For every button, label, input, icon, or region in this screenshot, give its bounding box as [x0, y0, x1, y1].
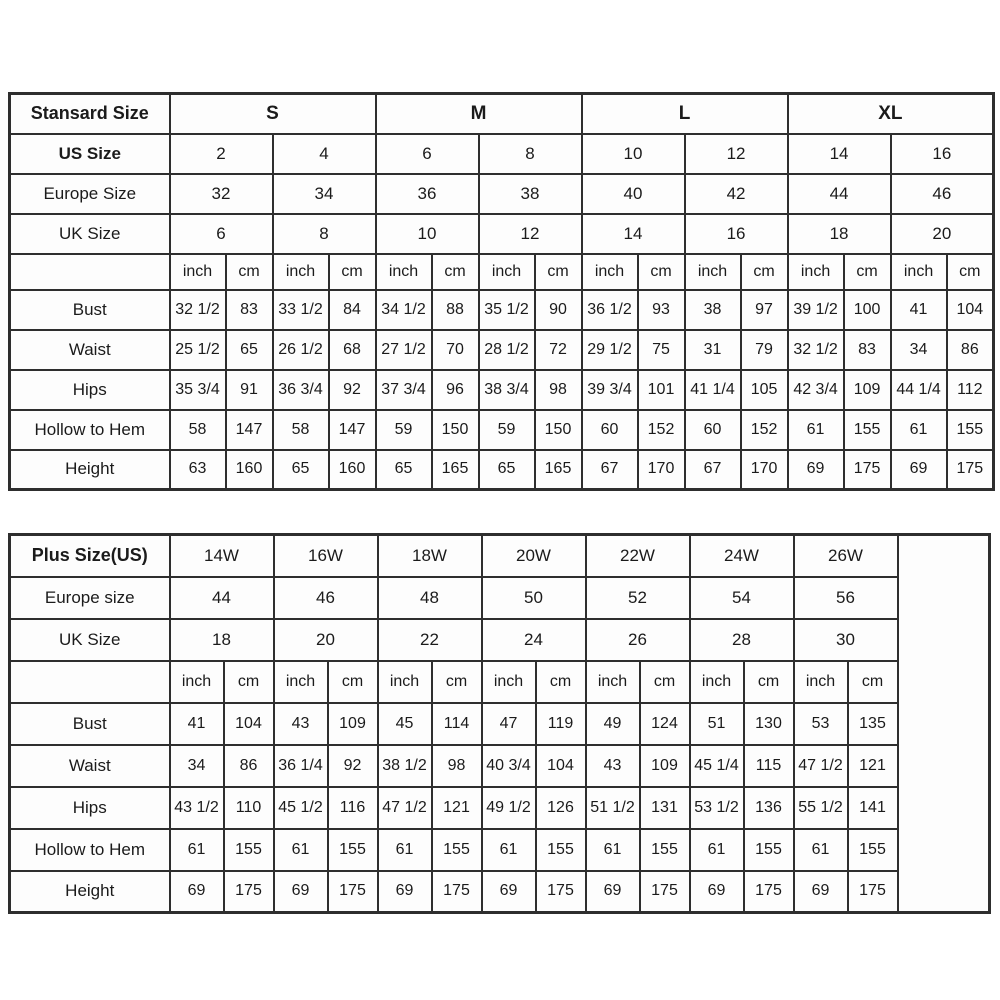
measurement-value-cell: 155: [844, 410, 891, 450]
measurement-value-cell: 65: [479, 450, 535, 490]
measurement-value-cell: 27 1/2: [376, 330, 432, 370]
unit-cm-cell: cm: [848, 661, 898, 703]
size-value-cell: 18: [788, 214, 891, 254]
measurement-value-cell: 55 1/2: [794, 787, 848, 829]
measurement-value-cell: 175: [328, 871, 378, 913]
unit-inch-cell: inch: [170, 254, 226, 290]
measurement-value-cell: 150: [432, 410, 479, 450]
measurement-value-cell: 141: [848, 787, 898, 829]
table1-corner-label: Stansard Size: [10, 94, 170, 134]
measurement-value-cell: 170: [638, 450, 685, 490]
measurement-value-cell: 175: [432, 871, 482, 913]
size-value-cell: 12: [479, 214, 582, 254]
measurement-value-cell: 135: [848, 703, 898, 745]
plus-size-chart-table: [8, 533, 991, 914]
measurement-value-cell: 101: [638, 370, 685, 410]
measurement-value-cell: 38 1/2: [378, 745, 432, 787]
measurement-value-cell: 121: [848, 745, 898, 787]
table2-row-bust: [10, 703, 990, 745]
size-value-cell: 44: [170, 577, 274, 619]
row-label: UK Size: [10, 214, 170, 254]
row-label: Hollow to Hem: [10, 829, 170, 871]
measurement-value-cell: 93: [638, 290, 685, 330]
measurement-value-cell: 155: [328, 829, 378, 871]
measurement-value-cell: 69: [274, 871, 328, 913]
table1-size-group-m: M: [376, 94, 582, 134]
unit-cm-cell: cm: [224, 661, 274, 703]
measurement-value-cell: 160: [329, 450, 376, 490]
table2-row-waist: [10, 745, 990, 787]
unit-inch-cell: inch: [685, 254, 741, 290]
measurement-value-cell: 59: [376, 410, 432, 450]
measurement-value-cell: 109: [844, 370, 891, 410]
measurement-value-cell: 31: [685, 330, 741, 370]
unit-inch-cell: inch: [788, 254, 844, 290]
unit-inch-cell: inch: [482, 661, 536, 703]
table1-row-height: [10, 450, 994, 490]
measurement-value-cell: 116: [328, 787, 378, 829]
measurement-value-cell: 98: [535, 370, 582, 410]
measurement-value-cell: 92: [329, 370, 376, 410]
measurement-value-cell: 33 1/2: [273, 290, 329, 330]
row-label: Europe size: [10, 577, 170, 619]
measurement-value-cell: 35 3/4: [170, 370, 226, 410]
row-label: Waist: [10, 330, 170, 370]
measurement-value-cell: 83: [226, 290, 273, 330]
row-label: Bust: [10, 703, 170, 745]
table1-row-us-size: [10, 134, 994, 174]
unit-inch-cell: inch: [378, 661, 432, 703]
measurement-value-cell: 53 1/2: [690, 787, 744, 829]
measurement-value-cell: 69: [891, 450, 947, 490]
measurement-value-cell: 150: [535, 410, 582, 450]
empty-label-cell: [10, 661, 170, 703]
measurement-value-cell: 114: [432, 703, 482, 745]
measurement-value-cell: 36 1/4: [274, 745, 328, 787]
size-value-cell: 24: [482, 619, 586, 661]
unit-inch-cell: inch: [586, 661, 640, 703]
table1-row-hips: [10, 370, 994, 410]
measurement-value-cell: 43: [586, 745, 640, 787]
row-label: Height: [10, 871, 170, 913]
measurement-value-cell: 147: [329, 410, 376, 450]
measurement-value-cell: 175: [947, 450, 994, 490]
measurement-value-cell: 51 1/2: [586, 787, 640, 829]
measurement-value-cell: 109: [640, 745, 690, 787]
measurement-value-cell: 84: [329, 290, 376, 330]
size-value-cell: 36: [376, 174, 479, 214]
size-value-cell: 56: [794, 577, 898, 619]
measurement-value-cell: 175: [224, 871, 274, 913]
unit-cm-cell: cm: [226, 254, 273, 290]
table2-corner-label: Plus Size(US): [10, 535, 170, 577]
size-value-cell: 30: [794, 619, 898, 661]
measurement-value-cell: 53: [794, 703, 848, 745]
measurement-value-cell: 41: [170, 703, 224, 745]
unit-inch-cell: inch: [794, 661, 848, 703]
measurement-value-cell: 69: [586, 871, 640, 913]
measurement-value-cell: 59: [479, 410, 535, 450]
measurement-value-cell: 38 3/4: [479, 370, 535, 410]
size-value-cell: 44: [788, 174, 891, 214]
table2-size-group-22w: 22W: [586, 535, 690, 577]
unit-cm-cell: cm: [432, 661, 482, 703]
measurement-value-cell: 69: [170, 871, 224, 913]
measurement-value-cell: 115: [744, 745, 794, 787]
size-value-cell: 14: [788, 134, 891, 174]
measurement-value-cell: 60: [582, 410, 638, 450]
size-value-cell: 8: [273, 214, 376, 254]
measurement-value-cell: 32 1/2: [170, 290, 226, 330]
measurement-value-cell: 63: [170, 450, 226, 490]
measurement-value-cell: 155: [947, 410, 994, 450]
measurement-value-cell: 155: [432, 829, 482, 871]
measurement-value-cell: 61: [274, 829, 328, 871]
measurement-value-cell: 37 3/4: [376, 370, 432, 410]
measurement-value-cell: 70: [432, 330, 479, 370]
measurement-value-cell: 39 3/4: [582, 370, 638, 410]
measurement-value-cell: 61: [586, 829, 640, 871]
measurement-value-cell: 38: [685, 290, 741, 330]
size-value-cell: 10: [376, 214, 479, 254]
table2-group-row: [10, 535, 990, 577]
measurement-value-cell: 105: [741, 370, 788, 410]
size-value-cell: 26: [586, 619, 690, 661]
row-label: Bust: [10, 290, 170, 330]
unit-cm-cell: cm: [844, 254, 891, 290]
measurement-value-cell: 42 3/4: [788, 370, 844, 410]
measurement-value-cell: 34: [170, 745, 224, 787]
table2-size-group-16w: 16W: [274, 535, 378, 577]
table1-row-hollow-to-hem: [10, 410, 994, 450]
table2-units-row: [10, 661, 990, 703]
measurement-value-cell: 51: [690, 703, 744, 745]
measurement-value-cell: 155: [744, 829, 794, 871]
table2-size-group-24w: 24W: [690, 535, 794, 577]
table2-empty-spacer-cell: [898, 535, 990, 913]
measurement-value-cell: 36 1/2: [582, 290, 638, 330]
measurement-value-cell: 112: [947, 370, 994, 410]
measurement-value-cell: 155: [536, 829, 586, 871]
standard-size-chart-table: [8, 92, 995, 491]
measurement-value-cell: 49: [586, 703, 640, 745]
measurement-value-cell: 104: [947, 290, 994, 330]
measurement-value-cell: 152: [741, 410, 788, 450]
size-value-cell: 2: [170, 134, 273, 174]
size-value-cell: 50: [482, 577, 586, 619]
measurement-value-cell: 147: [226, 410, 273, 450]
size-value-cell: 54: [690, 577, 794, 619]
measurement-value-cell: 58: [273, 410, 329, 450]
table2-row-height: [10, 871, 990, 913]
table1-row-waist: [10, 330, 994, 370]
measurement-value-cell: 43 1/2: [170, 787, 224, 829]
table2-row-hips: [10, 787, 990, 829]
measurement-value-cell: 61: [788, 410, 844, 450]
size-value-cell: 32: [170, 174, 273, 214]
size-value-cell: 16: [891, 134, 994, 174]
table1-size-group-l: L: [582, 94, 788, 134]
measurement-value-cell: 45: [378, 703, 432, 745]
measurement-value-cell: 69: [794, 871, 848, 913]
size-value-cell: 4: [273, 134, 376, 174]
measurement-value-cell: 100: [844, 290, 891, 330]
size-value-cell: 40: [582, 174, 685, 214]
unit-cm-cell: cm: [744, 661, 794, 703]
measurement-value-cell: 124: [640, 703, 690, 745]
measurement-value-cell: 65: [376, 450, 432, 490]
table2-size-group-26w: 26W: [794, 535, 898, 577]
measurement-value-cell: 155: [224, 829, 274, 871]
size-value-cell: 52: [586, 577, 690, 619]
measurement-value-cell: 49 1/2: [482, 787, 536, 829]
measurement-value-cell: 43: [274, 703, 328, 745]
measurement-value-cell: 67: [685, 450, 741, 490]
table1-row-bust: [10, 290, 994, 330]
measurement-value-cell: 98: [432, 745, 482, 787]
measurement-value-cell: 88: [432, 290, 479, 330]
unit-cm-cell: cm: [947, 254, 994, 290]
measurement-value-cell: 92: [328, 745, 378, 787]
measurement-value-cell: 65: [273, 450, 329, 490]
measurement-value-cell: 69: [690, 871, 744, 913]
size-value-cell: 42: [685, 174, 788, 214]
unit-inch-cell: inch: [690, 661, 744, 703]
measurement-value-cell: 26 1/2: [273, 330, 329, 370]
measurement-value-cell: 96: [432, 370, 479, 410]
size-value-cell: 16: [685, 214, 788, 254]
measurement-value-cell: 47: [482, 703, 536, 745]
measurement-value-cell: 170: [741, 450, 788, 490]
empty-label-cell: [10, 254, 170, 290]
unit-inch-cell: inch: [376, 254, 432, 290]
measurement-value-cell: 61: [378, 829, 432, 871]
measurement-value-cell: 155: [640, 829, 690, 871]
measurement-value-cell: 39 1/2: [788, 290, 844, 330]
measurement-value-cell: 86: [224, 745, 274, 787]
table2-row-hollow-to-hem: [10, 829, 990, 871]
measurement-value-cell: 28 1/2: [479, 330, 535, 370]
measurement-value-cell: 165: [432, 450, 479, 490]
measurement-value-cell: 131: [640, 787, 690, 829]
measurement-value-cell: 47 1/2: [378, 787, 432, 829]
row-label: Hollow to Hem: [10, 410, 170, 450]
table2-row-uk-size: [10, 619, 990, 661]
size-value-cell: 8: [479, 134, 582, 174]
measurement-value-cell: 35 1/2: [479, 290, 535, 330]
table1-row-europe-size: [10, 174, 994, 214]
measurement-value-cell: 69: [482, 871, 536, 913]
measurement-value-cell: 72: [535, 330, 582, 370]
measurement-value-cell: 34 1/2: [376, 290, 432, 330]
unit-cm-cell: cm: [328, 661, 378, 703]
unit-cm-cell: cm: [741, 254, 788, 290]
measurement-value-cell: 44 1/4: [891, 370, 947, 410]
table2-row-europe-size: [10, 577, 990, 619]
table2-size-group-14w: 14W: [170, 535, 274, 577]
measurement-value-cell: 25 1/2: [170, 330, 226, 370]
size-value-cell: 28: [690, 619, 794, 661]
row-label: Waist: [10, 745, 170, 787]
measurement-value-cell: 160: [226, 450, 273, 490]
measurement-value-cell: 83: [844, 330, 891, 370]
unit-inch-cell: inch: [891, 254, 947, 290]
table1-units-row: [10, 254, 994, 290]
measurement-value-cell: 104: [224, 703, 274, 745]
row-label: Europe Size: [10, 174, 170, 214]
measurement-value-cell: 175: [536, 871, 586, 913]
measurement-value-cell: 121: [432, 787, 482, 829]
measurement-value-cell: 40 3/4: [482, 745, 536, 787]
unit-cm-cell: cm: [640, 661, 690, 703]
size-value-cell: 6: [376, 134, 479, 174]
measurement-value-cell: 86: [947, 330, 994, 370]
size-value-cell: 12: [685, 134, 788, 174]
measurement-value-cell: 119: [536, 703, 586, 745]
size-value-cell: 18: [170, 619, 274, 661]
measurement-value-cell: 175: [848, 871, 898, 913]
measurement-value-cell: 175: [844, 450, 891, 490]
unit-cm-cell: cm: [536, 661, 586, 703]
size-value-cell: 38: [479, 174, 582, 214]
measurement-value-cell: 60: [685, 410, 741, 450]
measurement-value-cell: 97: [741, 290, 788, 330]
measurement-value-cell: 61: [794, 829, 848, 871]
unit-inch-cell: inch: [170, 661, 224, 703]
size-value-cell: 46: [891, 174, 994, 214]
table1-size-group-s: S: [170, 94, 376, 134]
row-label: UK Size: [10, 619, 170, 661]
measurement-value-cell: 130: [744, 703, 794, 745]
unit-cm-cell: cm: [432, 254, 479, 290]
row-label: US Size: [10, 134, 170, 174]
row-label: Height: [10, 450, 170, 490]
measurement-value-cell: 155: [848, 829, 898, 871]
measurement-value-cell: 45 1/4: [690, 745, 744, 787]
measurement-value-cell: 65: [226, 330, 273, 370]
measurement-value-cell: 41: [891, 290, 947, 330]
measurement-value-cell: 165: [535, 450, 582, 490]
table2-size-group-18w: 18W: [378, 535, 482, 577]
measurement-value-cell: 32 1/2: [788, 330, 844, 370]
measurement-value-cell: 109: [328, 703, 378, 745]
unit-cm-cell: cm: [329, 254, 376, 290]
measurement-value-cell: 34: [891, 330, 947, 370]
size-value-cell: 34: [273, 174, 376, 214]
measurement-value-cell: 61: [482, 829, 536, 871]
table1-group-row: [10, 94, 994, 134]
measurement-value-cell: 68: [329, 330, 376, 370]
unit-inch-cell: inch: [274, 661, 328, 703]
measurement-value-cell: 69: [378, 871, 432, 913]
measurement-value-cell: 175: [640, 871, 690, 913]
measurement-value-cell: 79: [741, 330, 788, 370]
measurement-value-cell: 58: [170, 410, 226, 450]
size-value-cell: 48: [378, 577, 482, 619]
unit-inch-cell: inch: [273, 254, 329, 290]
size-value-cell: 14: [582, 214, 685, 254]
unit-inch-cell: inch: [479, 254, 535, 290]
table1-size-group-xl: XL: [788, 94, 994, 134]
size-value-cell: 20: [891, 214, 994, 254]
measurement-value-cell: 41 1/4: [685, 370, 741, 410]
measurement-value-cell: 67: [582, 450, 638, 490]
measurement-value-cell: 110: [224, 787, 274, 829]
measurement-value-cell: 47 1/2: [794, 745, 848, 787]
row-label: Hips: [10, 787, 170, 829]
measurement-value-cell: 126: [536, 787, 586, 829]
size-value-cell: 6: [170, 214, 273, 254]
measurement-value-cell: 152: [638, 410, 685, 450]
row-label: Hips: [10, 370, 170, 410]
unit-cm-cell: cm: [638, 254, 685, 290]
table2-size-group-20w: 20W: [482, 535, 586, 577]
measurement-value-cell: 175: [744, 871, 794, 913]
measurement-value-cell: 91: [226, 370, 273, 410]
measurement-value-cell: 69: [788, 450, 844, 490]
size-value-cell: 22: [378, 619, 482, 661]
measurement-value-cell: 61: [891, 410, 947, 450]
unit-inch-cell: inch: [582, 254, 638, 290]
measurement-value-cell: 61: [170, 829, 224, 871]
size-value-cell: 10: [582, 134, 685, 174]
table1-row-uk-size: [10, 214, 994, 254]
size-value-cell: 20: [274, 619, 378, 661]
measurement-value-cell: 136: [744, 787, 794, 829]
measurement-value-cell: 61: [690, 829, 744, 871]
measurement-value-cell: 75: [638, 330, 685, 370]
unit-cm-cell: cm: [535, 254, 582, 290]
measurement-value-cell: 36 3/4: [273, 370, 329, 410]
measurement-value-cell: 45 1/2: [274, 787, 328, 829]
measurement-value-cell: 104: [536, 745, 586, 787]
measurement-value-cell: 90: [535, 290, 582, 330]
measurement-value-cell: 29 1/2: [582, 330, 638, 370]
size-value-cell: 46: [274, 577, 378, 619]
